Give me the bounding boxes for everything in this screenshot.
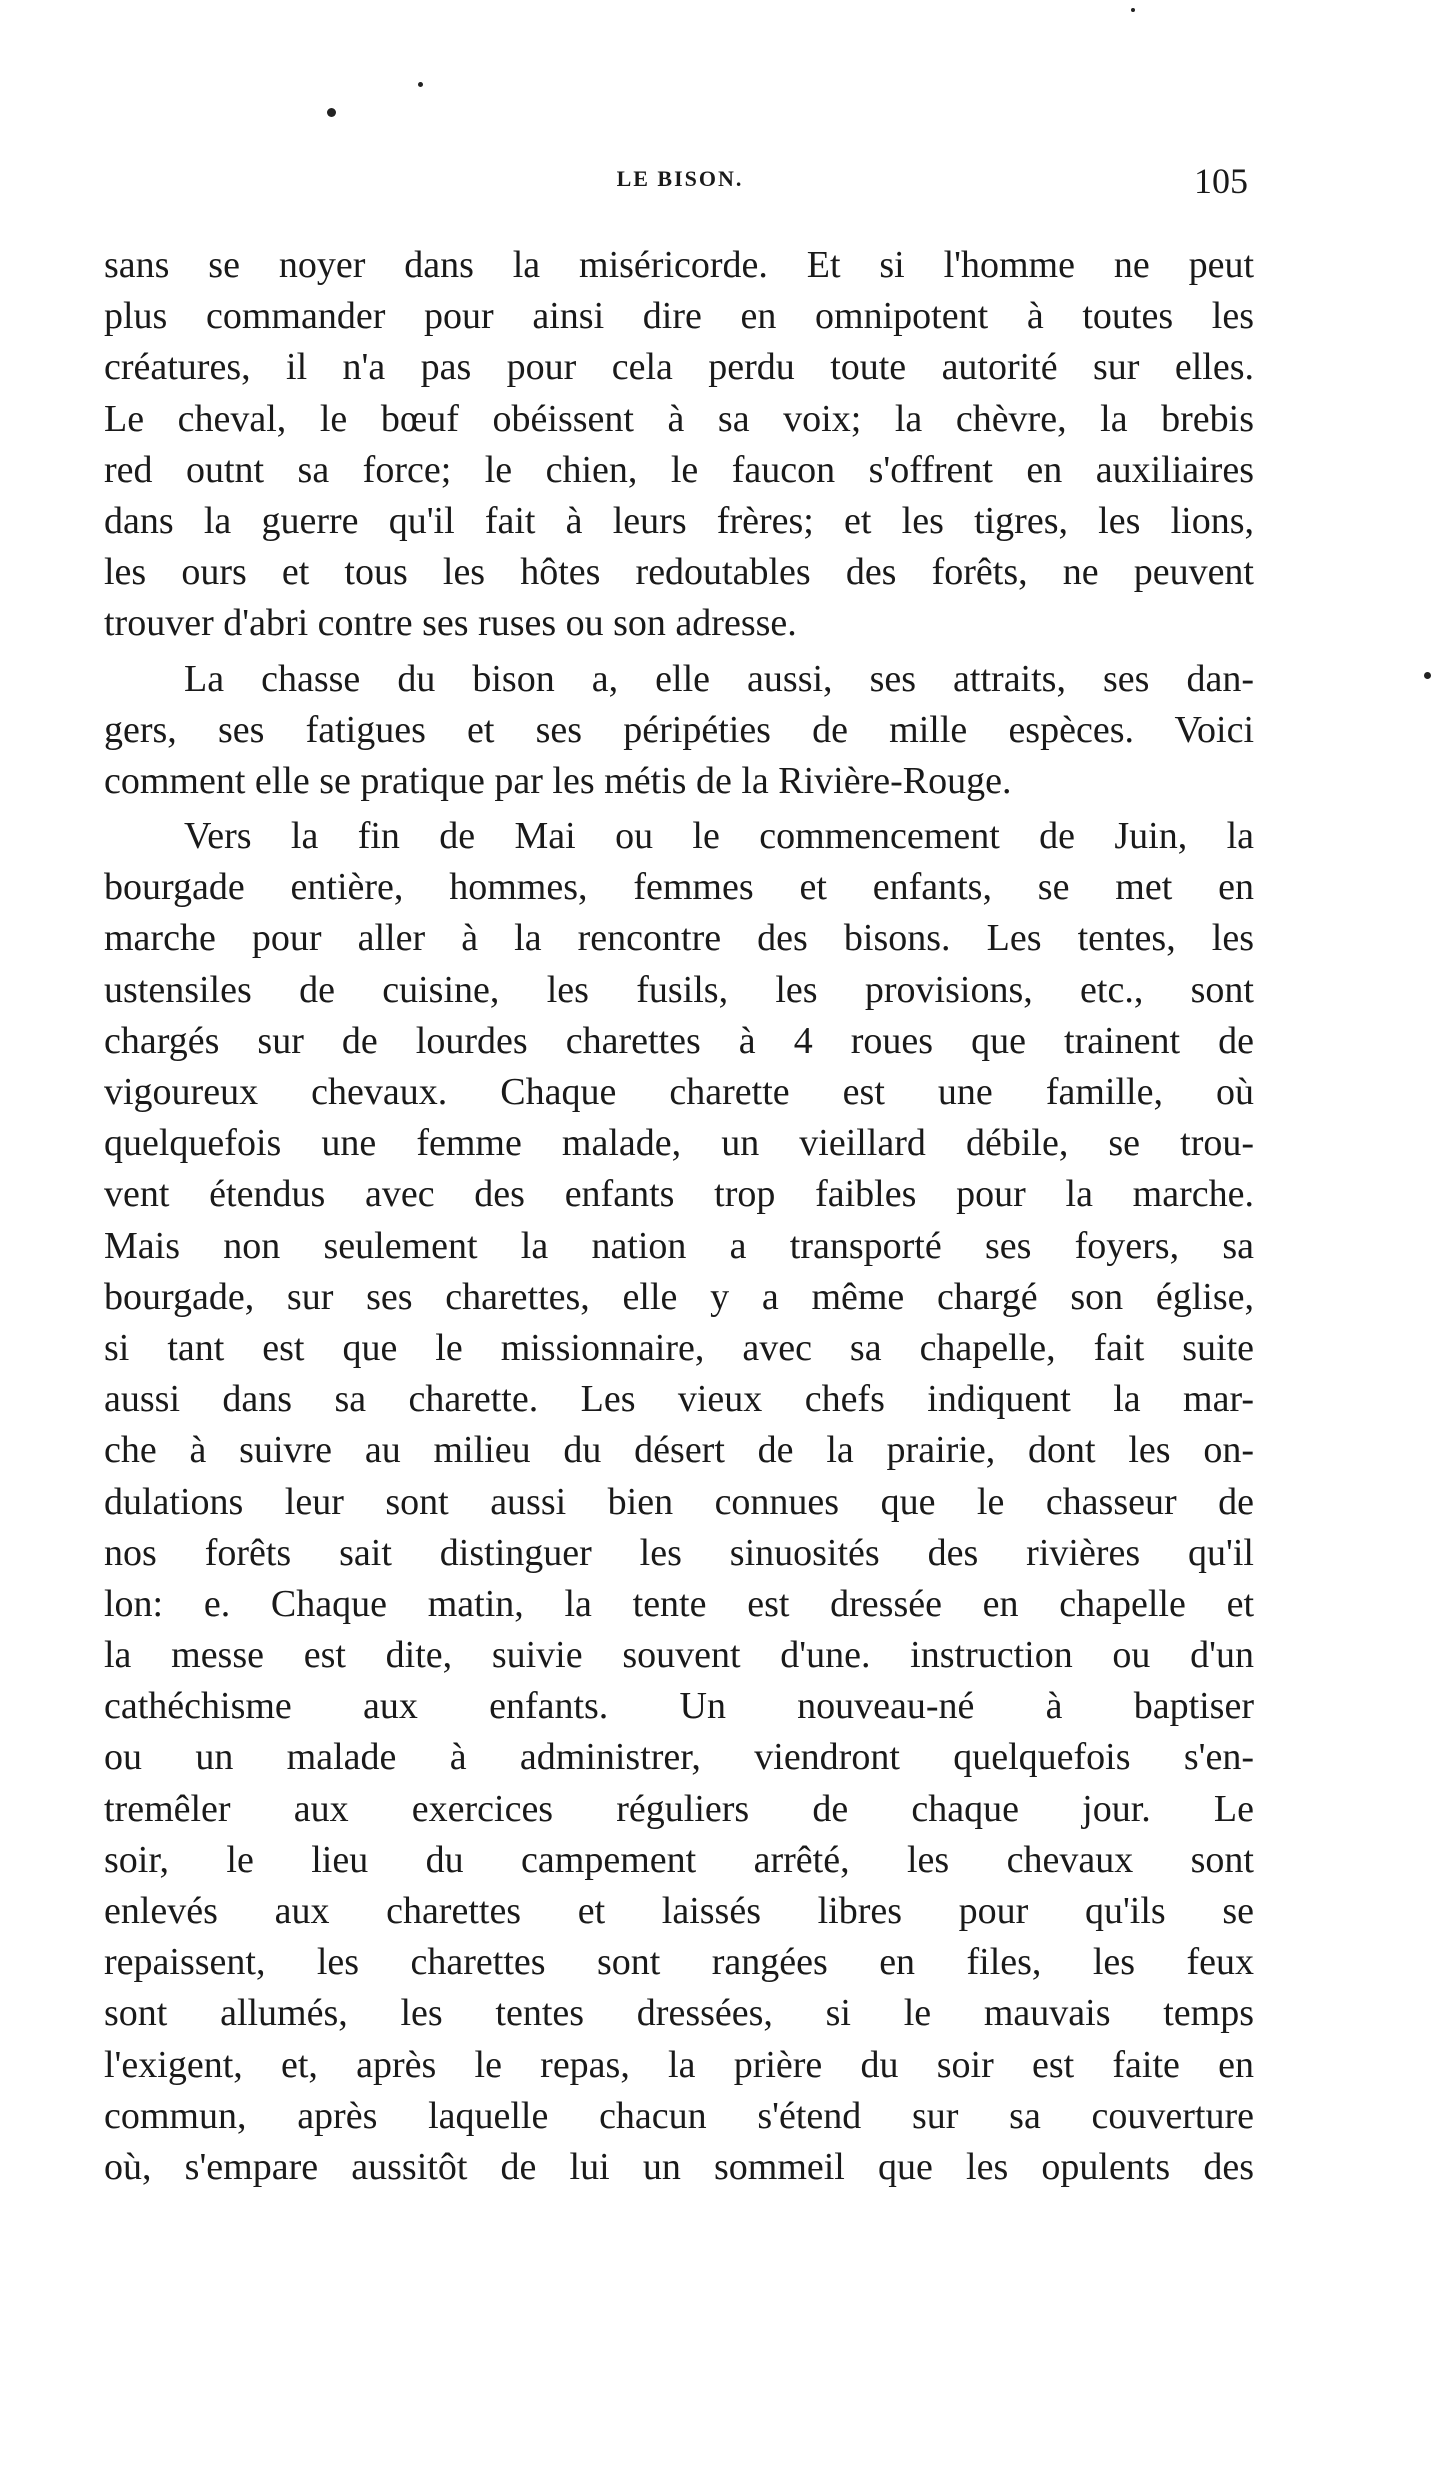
text-line: l'exigent, et, après le repas, la prière du soir est faite en (104, 2043, 1254, 2086)
text-line: che à suivre au milieu du désert de la prairie, dont les on- (104, 1429, 1254, 1472)
text-line: commun, après laquelle chacun s'étend sur sa couverture (104, 2094, 1254, 2137)
text-line: La chasse du bison a, elle aussi, ses attraits, ses dan- (184, 657, 1254, 700)
text-line: créatures, il n'a pas pour cela perdu toute autorité sur elles. (104, 346, 1254, 389)
text-line: aussi dans sa charette. Les vieux chefs indiquent la mar- (104, 1378, 1254, 1421)
ink-speck (327, 108, 336, 117)
running-title: LE BISON. (616, 166, 744, 191)
text-line: quelquefois une femme malade, un vieillard débile, se trou- (104, 1122, 1254, 1165)
text-line: si tant est que le missionnaire, avec sa chapelle, fait suite (104, 1326, 1254, 1369)
ink-speck (1131, 8, 1135, 12)
ink-speck (418, 82, 423, 87)
paragraph-1 (104, 240, 1254, 650)
text-line: Vers la fin de Mai ou le commencement de Juin, la (184, 815, 1254, 858)
text-line: soir, le lieu du campement arrêté, les chevaux sont (104, 1838, 1254, 1881)
text-line: red outnt sa force; le chien, le faucon s'offrent en auxiliaires (104, 448, 1254, 491)
text-line: la messe est dite, suivie souvent d'une. instruction ou d'un (104, 1634, 1254, 1677)
text-line: gers, ses fatigues et ses péripéties de mille espèces. Voici (104, 708, 1254, 751)
text-line: Le cheval, le bœuf obéissent à sa voix; la chèvre, la brebis (104, 397, 1254, 440)
text-line: enlevés aux charettes et laissés libres pour qu'ils se (104, 1890, 1254, 1932)
text-line: ou un malade à administrer, viendront quelquefois s'en- (104, 1736, 1254, 1779)
text-line: vigoureux chevaux. Chaque charette est une famille, où (104, 1071, 1254, 1113)
text-line: lon: e. Chaque matin, la tente est dressée en chapelle et (104, 1582, 1254, 1625)
paragraph-3 (104, 811, 1254, 2193)
text-line: plus commander pour ainsi dire en omnipotent à toutes les (104, 295, 1254, 338)
text-line: bourgade entière, hommes, femmes et enfants, se met en (104, 866, 1254, 909)
text-line: sans se noyer dans la miséricorde. Et si l'homme ne peut (104, 244, 1254, 286)
text-line: Mais non seulement la nation a transporté ses foyers, sa (104, 1224, 1254, 1267)
text-line: tremêler aux exercices réguliers de chaque jour. Le (104, 1787, 1254, 1830)
ink-speck (1424, 672, 1431, 679)
body-text (104, 240, 1254, 2193)
text-line: marche pour aller à la rencontre des bisons. Les tentes, les (104, 917, 1254, 960)
text-line: sont allumés, les tentes dressées, si le mauvais temps (104, 1992, 1254, 2035)
text-line: ustensiles de cuisine, les fusils, les provisions, etc., sont (104, 968, 1254, 1011)
text-line: les ours et tous les hôtes redoutables des forêts, ne peuvent (104, 551, 1254, 594)
text-line: bourgade, sur ses charettes, elle y a même chargé son église, (104, 1275, 1254, 1318)
text-line: cathéchisme aux enfants. Un nouveau-né à baptiser (104, 1685, 1254, 1728)
text-line: repaissent, les charettes sont rangées en files, les feux (104, 1941, 1254, 1984)
paragraph-2 (104, 654, 1254, 808)
text-line: chargés sur de lourdes charettes à 4 roues que trainent de (104, 1019, 1254, 1062)
text-line: où, s'empare aussitôt de lui un sommeil que les opulents des (104, 2145, 1254, 2188)
text-line: nos forêts sait distinguer les sinuosités des rivières qu'il (104, 1531, 1254, 1574)
page-number: 105 (1194, 161, 1248, 201)
text-line: dans la guerre qu'il fait à leurs frères; et les tigres, les lions, (104, 499, 1254, 542)
text-line: vent étendus avec des enfants trop faibles pour la marche. (104, 1173, 1254, 1216)
text-line: comment elle se pratique par les métis de la Rivière-Rouge. (104, 759, 1012, 802)
page-header (100, 160, 1260, 210)
text-line: dulations leur sont aussi bien connues que le chasseur de (104, 1480, 1254, 1523)
text-line: trouver d'abri contre ses ruses ou son adresse. (104, 602, 797, 645)
